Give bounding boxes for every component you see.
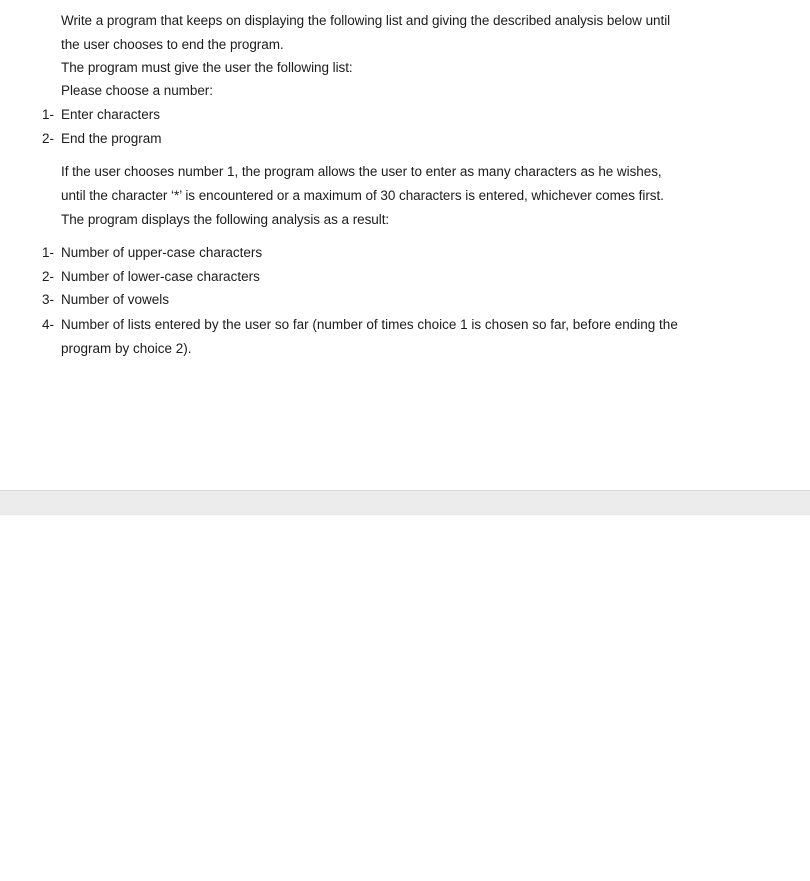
- page-separator: [0, 490, 810, 515]
- list-item-number: 1-: [42, 245, 55, 260]
- list-item-text: Number of upper-case characters: [61, 245, 263, 260]
- list-item-number: 1-: [42, 107, 55, 122]
- list-item-text: Number of lists entered by the user so far (number of times choice 1 is chosen so far, before ending the: [61, 317, 678, 332]
- list-item-number: 3-: [42, 292, 55, 307]
- list-item-number: 2-: [42, 269, 55, 284]
- intro-line-4: Please choose a number:: [61, 83, 213, 98]
- paragraph-line-2: until the character ‘*’ is encountered or a maximum of 30 characters is entered, whichever comes first.: [61, 188, 664, 203]
- list-item-text: Number of vowels: [61, 292, 170, 307]
- paragraph-line-1: If the user chooses number 1, the program allows the user to enter as many characters as he wishes,: [61, 164, 662, 179]
- intro-line-3: The program must give the user the following list:: [61, 60, 353, 75]
- intro-line-2: the user chooses to end the program.: [61, 37, 284, 52]
- list-item-number: 2-: [42, 131, 55, 146]
- list-item-continuation: program by choice 2).: [61, 341, 192, 356]
- intro-line-1: Write a program that keeps on displaying the following list and giving the described analysis below until: [61, 13, 671, 28]
- list-item-text: Number of lower-case characters: [61, 269, 260, 284]
- list-item-number: 4-: [42, 317, 55, 332]
- list-item-text: Enter characters: [61, 107, 161, 122]
- list-item-text: End the program: [61, 131, 162, 146]
- paragraph-line-3: The program displays the following analysis as a result:: [61, 212, 390, 227]
- next-page: [0, 516, 810, 881]
